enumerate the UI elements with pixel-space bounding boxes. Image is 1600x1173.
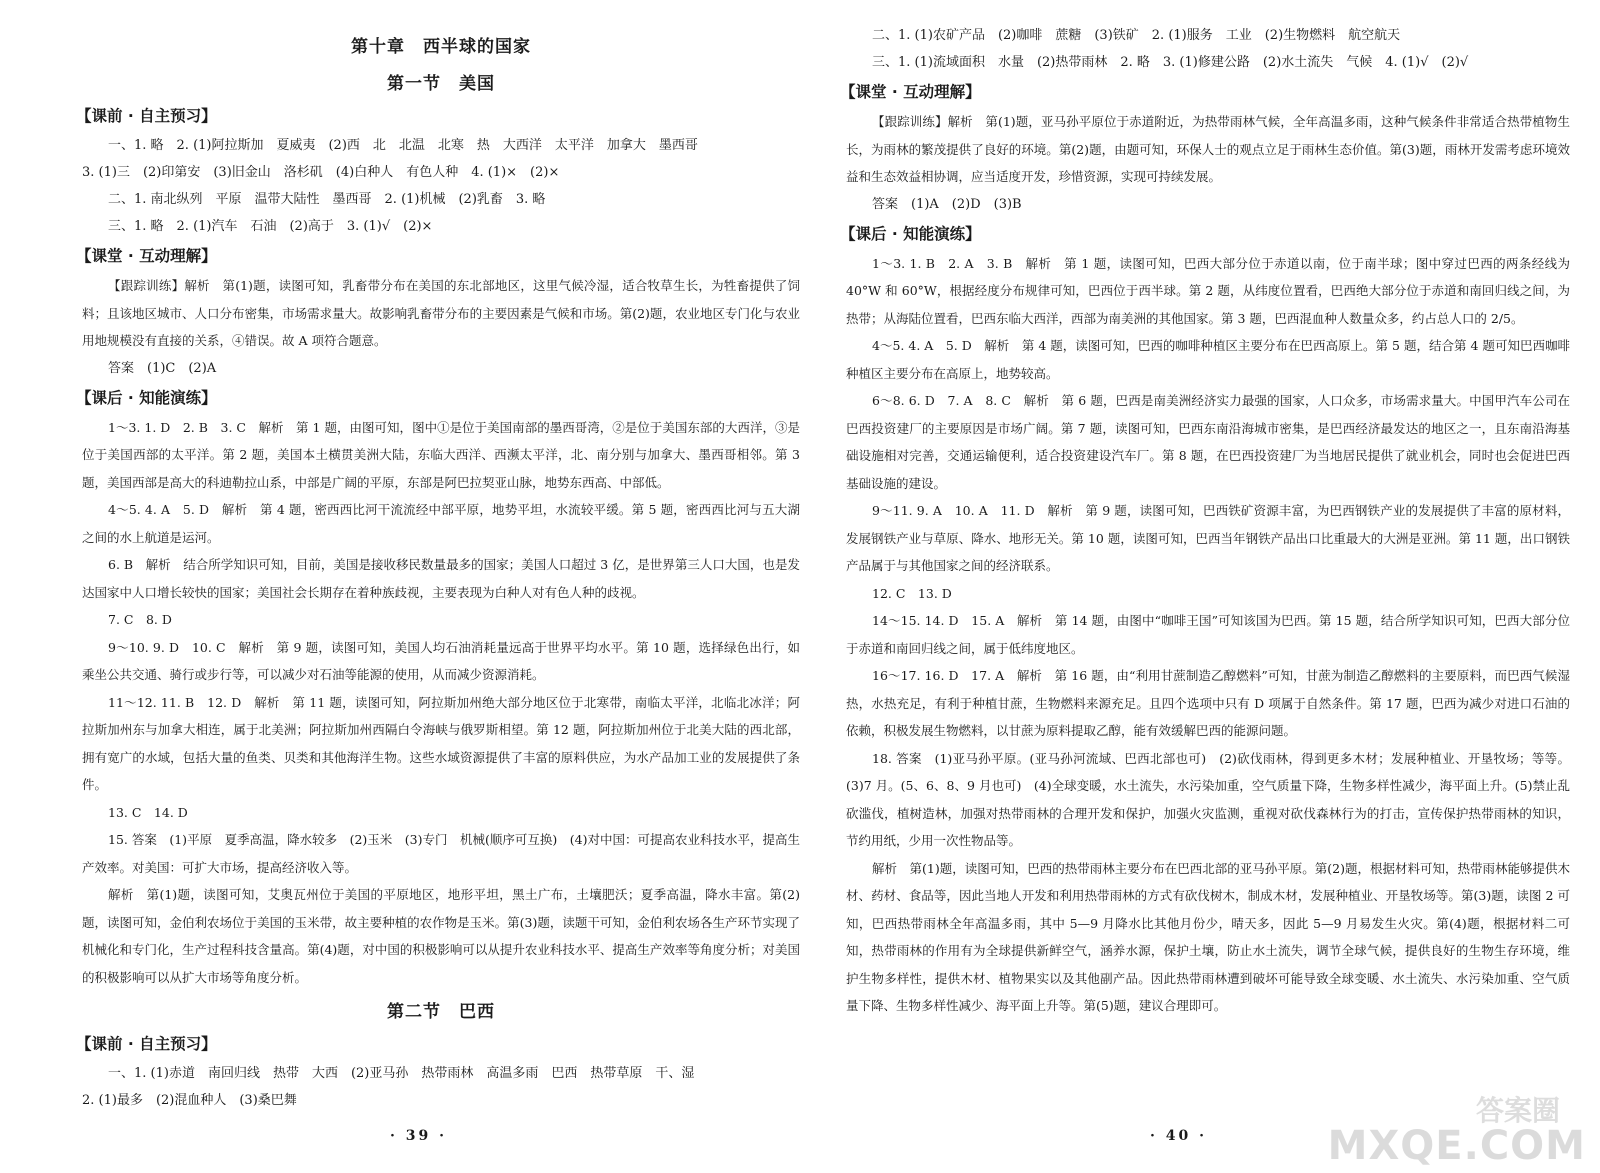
pre-study-heading-2: 【课前 · 自主预习】 bbox=[76, 1035, 217, 1053]
exercise-paragraph: 1～3. 1. B 2. A 3. B 解析 第 1 题，读图可知，巴西大部分位于赤道以南，位于南半球；图中穿过巴西的两条经线为 40°W 和 60°W，根据经度分布规律可知，巴西位于西半球。第 2 题，从纬度位置看，巴西绝大部分位于赤道和南回归线之间，为热带；从海陆位置看，巴西东临大西洋，西部为南美洲的其他国家。第 3 题，巴西混血种人数量众多，约占总人口的 2/5。 bbox=[846, 255, 1570, 326]
exercise-paragraph: 解析 第(1)题，读图可知，巴西的热带雨林主要分布在巴西北部的亚马孙平原。第(2)题，根据材料可知，热带雨林能够提供木材、药材、食品等，因此当地人开发和利用热带雨林的方式有砍伐树木，制成木材，发展种植业、开垦牧场等。第(3)题，读图 2 可知，巴西热带雨林全年高温多雨，其中 5—9 月降水比其他月份少，晴天多，因此 5—9 月易发生火灾。第(4)题，根据材料二可知，热带雨林的作用有为全球提供新鲜空气，涵养水源，保护土壤，防止水土流失，调节全球气候，提供良好的生物生存环境，维护生物多样性，提供木材、植物果实以及其他副产品。因此热带雨林遭到破坏可能导致全球变暖、水土流失、水污染加重、空气质量下降、生物多样性减少、海平面上升等。第(5)题，建议合理即可。 bbox=[846, 860, 1570, 1013]
chapter-title: 第十章 西半球的国家 bbox=[351, 37, 531, 57]
exercise-paragraph: 13. C 14. D bbox=[108, 804, 188, 820]
exercise-paragraph: 9～10. 9. D 10. C 解析 第 9 题，读图可知，美国人均石油消耗量远高于世界平均水平。第 10 题，选择绿色出行，如乘坐公共交通、骑行或步行等，可以减少对石油等能源的使用，从而减少资源消耗。 bbox=[82, 639, 800, 682]
tracking-analysis: 【跟踪训练】解析 第(1)题，读图可知，乳畜带分布在美国的东北部地区，这里气候冷湿，适合牧草生长，为牲畜提供了饲料；且该地区城市、人口分布密集，市场需求量大。故影响乳畜带分布的主要因素是气候和市场。第(2)题，农业地区专门化与农业用地规模没有直接的关系，④错误。故 A 项符合题意。 bbox=[82, 278, 800, 348]
exercise-paragraph: 6. B 解析 结合所学知识可知，目前，美国是接收移民数量最多的国家；美国人口超过 3 亿，是世界第三人口大国，也是发达国家中人口增长较快的国家；美国社会长期存在着种族歧视，主要表现为白种人对有色人种的歧视。 bbox=[82, 557, 800, 600]
answer-line: 三、1. (1)流域面积 水量 (2)热带雨林 2. 略 3. (1)修建公路 (2)水土流失 气候 4. (1)√ (2)√ bbox=[872, 55, 1469, 70]
left-page bbox=[76, 22, 800, 1114]
exercise-paragraph: 7. C 8. D bbox=[108, 612, 172, 627]
after-class-heading: 【课后 · 知能演练】 bbox=[840, 224, 981, 243]
page-number-right: · 40 · bbox=[1150, 1128, 1207, 1144]
tracking-analysis: 【跟踪训练】解析 第(1)题，亚马孙平原位于赤道附近，为热带雨林气候，全年高温多雨，这种气候条件非常适合热带植物生长，为雨林的繁茂提供了良好的环境。第(2)题，由题可知，环保人士的观点立足于雨林生态价值。第(3)题，雨林开发需考虑环境效益和生态效益相协调，应当适度开发，珍惜资源，实现可持续发展。 bbox=[846, 114, 1570, 184]
answer-line: 3. (1)三 (2)印第安 (3)旧金山 洛杉矶 (4)白种人 有色人种 4. (1)× (2)× bbox=[82, 165, 560, 180]
exercise-paragraph: 14～15. 14. D 15. A 解析 第 14 题，由图中“咖啡王国”可知该国为巴西。第 15 题，结合所学知识可知，巴西大部分位于赤道和南回归线之间，属于低纬度地区。 bbox=[846, 613, 1570, 656]
answer-line: 二、1. (1)农矿产品 (2)咖啡 蔗糖 (3)铁矿 2. (1)服务 工业 (2)生物燃料 航空航天 bbox=[872, 28, 1401, 43]
exercise-paragraph: 9～11. 9. A 10. A 11. D 解析 第 9 题，读图可知，巴西铁矿资源丰富，为巴西钢铁产业的发展提供了丰富的原材料，发展钢铁产业与草原、降水、地形无关。第 10 题，读图可知，巴西当年钢铁产品出口比重最大的大洲是亚洲。第 11 题，出口钢铁产品属于与其他国家之间的经济联系。 bbox=[846, 503, 1570, 573]
exercise-paragraph: 6～8. 6. D 7. A 8. C 解析 第 6 题，巴西是南美洲经济实力最强的国家，人口众多，市场需求量大。中国甲汽车公司在巴西投资建厂的主要原因是市场广阔。第 7 题，读图可知，巴西东南沿海城市密集，是巴西经济最发达的地区之一，且东南沿海基础设施相对完善，交通运输便利，适合投资建设汽车厂。第 8 题，在巴西投资建厂为当地居民提供了就业机会，同时也会促进巴西基础设施的建设。 bbox=[846, 393, 1570, 491]
tracking-answer: 答案 (1)A (2)D (3)B bbox=[872, 196, 1022, 212]
right-page bbox=[840, 22, 1570, 1020]
answer-line: 一、1. 略 2. (1)阿拉斯加 夏威夷 (2)西 北 北温 北寒 热 大西洋 太平洋 加拿大 墨西哥 bbox=[108, 138, 698, 153]
exercise-paragraph: 12. C 13. D bbox=[872, 585, 952, 601]
answer-line: 一、1. (1)赤道 南回归线 热带 大西 (2)亚马孙 热带雨林 高温多雨 巴西 热带草原 干、湿 bbox=[108, 1066, 695, 1081]
classroom-heading: 【课堂 · 互动理解】 bbox=[76, 247, 217, 265]
exercise-paragraph: 18. 答案 (1)亚马孙平原。(亚马孙河流域、巴西北部也可) (2)砍伐雨林，得到更多木材；发展种植业、开垦牧场；等等。(3)7 月。(5、6、8、9 月也可) (4)全球变暖，水土流失，水污染加重，空气质量下降，生物多样性减少，海平面上升。(5)禁止乱砍滥伐，植树造林，加强对热带雨林的合理开发和保护，加强火灾监测，重视对砍伐森林行为的打击，宣传保护热带雨林的知识，节约用纸，少用一次性物品等。 bbox=[846, 750, 1570, 848]
watermark: MXQE.COM bbox=[1327, 1123, 1586, 1169]
answer-line: 二、1. 南北纵列 平原 温带大陆性 墨西哥 2. (1)机械 (2)乳畜 3. 略 bbox=[108, 192, 546, 207]
pre-study-heading: 【课前 · 自主预习】 bbox=[76, 107, 217, 125]
exercise-paragraph: 16～17. 16. D 17. A 解析 第 16 题，由“利用甘蔗制造乙醇燃料”可知，甘蔗为制造乙醇燃料的主要原料，而巴西气候湿热，水热充足，有利于种植甘蔗，生物燃料来源充足。且四个选项中只有 D 项属于自然条件。第 17 题，巴西为减少对进口石油的依赖，积极发展生物燃料，以甘蔗为原料提取乙醇，能有效缓解巴西的能源问题。 bbox=[846, 668, 1570, 738]
watermark-logo: 答案圈 bbox=[1475, 1094, 1560, 1127]
exercise-paragraph: 15. 答案 (1)平原 夏季高温，降水较多 (2)玉米 (3)专门 机械(顺序可互换) (4)对中国：可提高农业科技水平，提高生产效率。对美国：可扩大市场，提高经济收入等。 bbox=[82, 832, 800, 875]
page-number-left: · 39 · bbox=[390, 1128, 447, 1144]
exercise-paragraph: 4～5. 4. A 5. D 解析 第 4 题，读图可知，巴西的咖啡种植区主要分布在巴西高原上。第 5 题，结合第 4 题可知巴西咖啡种植区主要分布在高原上，地势较高。 bbox=[846, 338, 1570, 381]
answer-line: 三、1. 略 2. (1)汽车 石油 (2)高于 3. (1)√ (2)× bbox=[108, 219, 433, 234]
section-title-brazil: 第二节 巴西 bbox=[387, 1002, 495, 1022]
after-class-heading: 【课后 · 知能演练】 bbox=[76, 388, 217, 407]
exercise-paragraph: 11～12. 11. B 12. D 解析 第 11 题，读图可知，阿拉斯加州绝大部分地区位于北寒带，南临太平洋，北临北冰洋；阿拉斯加州东与加拿大相连，属于北美洲；阿拉斯加州西隔白令海峡与俄罗斯相望。第 12 题，阿拉斯加州位于北美大陆的西北部，拥有宽广的水域，包括大量的鱼类、贝类和其他海洋生物。这些水域资源提供了丰富的原料供应，为水产品加工业的发展提供了条件。 bbox=[82, 694, 800, 792]
exercise-paragraph: 解析 第(1)题，读图可知，艾奥瓦州位于美国的平原地区，地形平坦，黑土广布，土壤肥沃；夏季高温，降水丰富。第(2)题，读图可知，金伯利农场位于美国的玉米带，故主要种植的农作物是玉米。第(3)题，读题干可知，金伯利农场各生产环节实现了机械化和专门化，生产过程科技含量高。第(4)题，对中国的积极影响可以从提升农业科技水平、提高生产效率等角度分析；对美国的积极影响可以从扩大市场等角度分析。 bbox=[82, 887, 800, 985]
answer-line: 2. (1)最多 (2)混血种人 (3)桑巴舞 bbox=[82, 1093, 297, 1108]
exercise-paragraph: 4～5. 4. A 5. D 解析 第 4 题，密西西比河干流流经中部平原，地势平坦，水流较平缓。第 5 题，密西西比河与五大湖之间的水上航道是运河。 bbox=[82, 502, 800, 545]
exercise-paragraph: 1～3. 1. D 2. B 3. C 解析 第 1 题，由图可知，图中①是位于美国南部的墨西哥湾，②是位于美国东部的大西洋，③是位于美国西部的太平洋。第 2 题，美国本土横贯美洲大陆，东临大西洋、西濒太平洋，北、南分别与加拿大、墨西哥相邻。第 3 题，美国西部是高大的科迪勒拉山系，中部是广阔的平原，东部是阿巴拉契亚山脉，地势东西高、中部低。 bbox=[82, 419, 800, 490]
tracking-answer: 答案 (1)C (2)A bbox=[108, 360, 217, 376]
section-title-usa: 第一节 美国 bbox=[387, 74, 495, 94]
classroom-heading: 【课堂 · 互动理解】 bbox=[840, 83, 981, 101]
